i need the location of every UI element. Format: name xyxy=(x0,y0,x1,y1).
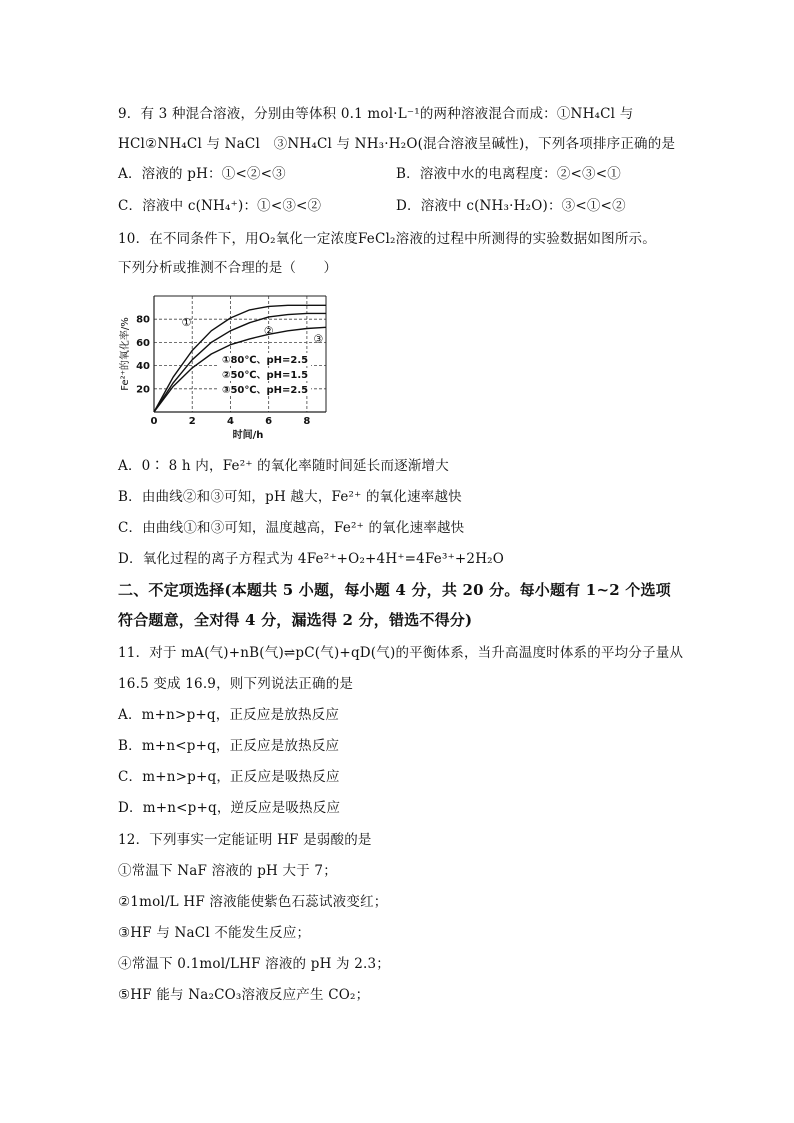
chart-xlabel: 时间/h xyxy=(232,430,264,441)
q12-item-3: ③HF 与 NaCl 不能发生反应； xyxy=(118,925,311,941)
y-tick-label-40: 40 xyxy=(136,361,150,373)
q11-option-b: B．m+n<p+q，正反应是放热反应 xyxy=(118,738,340,754)
q11-option-d: D．m+n<p+q，逆反应是吸热反应 xyxy=(118,800,341,816)
q9-stem-line1: 9．有 3 种混合溶液，分别由等体积 0.1 mol·L⁻¹的两种溶液混合而成：①NH₄Cl 与 xyxy=(118,106,634,122)
q10-option-b: B．由曲线②和③可知，pH 越大，Fe²⁺ 的氧化速率越快 xyxy=(118,489,462,505)
section2-heading-line2: 符合题意，全对得 4 分，漏选得 2 分，错选不得分) xyxy=(118,611,473,629)
q11-stem-line1: 11．对于 mA(气)+nB(气)⇌pC(气)+qD(气)的平衡体系，当升高温度时体系的平均分子量从 xyxy=(118,645,684,661)
chart-legend xyxy=(219,353,311,396)
q11-option-c: C．m+n>p+q，正反应是吸热反应 xyxy=(118,769,340,785)
chart-ylabel: Fe²⁺的氧化率/% xyxy=(120,317,131,391)
q9-option-a: A．溶液的 pH：①<②<③ xyxy=(118,166,286,182)
x-tick-label-8: 8 xyxy=(303,416,311,427)
q10-stem-line1: 10．在不同条件下，用O₂氧化一定浓度FeCl₂溶液的过程中所测得的实验数据如图所示。 xyxy=(118,231,656,247)
q12-item-1: ①常温下 NaF 溶液的 pH 大于 7； xyxy=(118,863,337,879)
legend-entry-3: ③50℃、pH=2.5 xyxy=(222,385,309,396)
chart-series-markers xyxy=(182,316,324,345)
q9-stem-line2: HCl②NH₄Cl 与 NaCl ③NH₄Cl 与 NH₃·H₂O(混合溶液呈碱性)，下列各项排序正确的是 xyxy=(118,136,676,152)
q9-option-b: B．溶液中水的电离程度：②<③<① xyxy=(396,166,621,182)
q10-option-c: C．由曲线①和③可知，温度越高，Fe²⁺ 的氧化速率越快 xyxy=(118,520,465,536)
legend-entry-2: ②50℃、pH=1.5 xyxy=(222,370,309,381)
q12-item-4: ④常温下 0.1mol/LHF 溶液的 pH 为 2.3； xyxy=(118,956,391,972)
q12-stem: 12．下列事实一定能证明 HF 是弱酸的是 xyxy=(118,832,372,848)
y-tick-label-80: 80 xyxy=(136,314,150,326)
x-tick-label-2: 2 xyxy=(188,416,196,427)
x-tick-label-6: 6 xyxy=(265,416,273,427)
oxidation-rate-chart xyxy=(118,284,348,444)
q12-item-2: ②1mol/L HF 溶液能使紫色石蕊试液变红； xyxy=(118,894,388,910)
q11-stem-line2: 16.5 变成 16.9，则下列说法正确的是 xyxy=(118,676,354,692)
q11-option-a: A．m+n>p+q，正反应是放热反应 xyxy=(118,707,340,723)
q10-option-a: A．0∶ 8 h 内，Fe²⁺ 的氧化率随时间延长而逐渐增大 xyxy=(118,458,449,474)
section2-heading-line1: 二、不定项选择(本题共 5 小题，每小题 4 分，共 20 分。每小题有 1~2 个选项 xyxy=(118,581,671,599)
x-tick-label-4: 4 xyxy=(226,416,234,427)
q10-option-d: D．氧化过程的离子方程式为 4Fe²⁺+O₂+4H⁺=4Fe³⁺+2H₂O xyxy=(118,551,505,567)
series-marker-3: ③ xyxy=(313,332,324,346)
q12-item-5: ⑤HF 能与 Na₂CO₃溶液反应产生 CO₂； xyxy=(118,987,370,1003)
legend-entry-1: ①80℃、pH=2.5 xyxy=(222,355,309,366)
x-tick-label-0: 0 xyxy=(150,416,158,427)
series-marker-2: ② xyxy=(263,324,274,338)
y-tick-label-20: 20 xyxy=(136,384,150,396)
series-marker-1: ① xyxy=(181,316,192,330)
q9-option-c: C．溶液中 c(NH₄⁺)：①<③<② xyxy=(118,198,322,214)
q9-option-d: D．溶液中 c(NH₃·H₂O)：③<①<② xyxy=(396,198,626,214)
q10-stem-line2: 下列分析或推测不合理的是（ ） xyxy=(118,260,338,276)
y-tick-label-60: 60 xyxy=(136,337,150,349)
